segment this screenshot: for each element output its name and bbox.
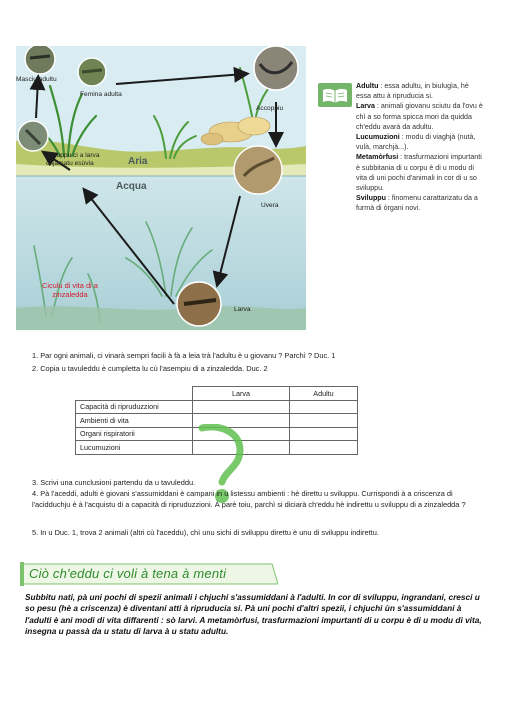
open-book-icon	[318, 83, 352, 107]
question-4: 4. Pà l'aceddi, adulti è giovani s'assumiddani è campani in u listessu ambienti : hè direttu u sviluppu. Currispondi à a criscenza di l'acidduchju è à l'acquistu di a capacità di ripruduzzioni. À parè toiu, parchì si diciarà ch'eddu hè indirettu u sviluppu di a zinzaledda ?	[32, 489, 466, 509]
glossary-entry: Larva : animali giovanu sciutu da l'ovu è chì a so forma spicca mori da quidda ch'eddu avarà da adultu.	[356, 102, 483, 131]
remember-title: Ciò ch'eddu ci voli à tena à menti	[29, 566, 227, 581]
question-3: 3. Scrivi una cunclusioni partendu da u tavuleddu.	[32, 478, 196, 487]
table-row-label: Capacità di ripruduzzioni	[76, 400, 193, 414]
rock	[201, 133, 223, 145]
male-photo	[25, 46, 55, 74]
table-cell	[290, 427, 358, 441]
table-cell	[193, 400, 290, 414]
label-life-cycle: Ciculu di vita di a zinzaledda	[42, 281, 98, 300]
label-larva: Larva	[234, 306, 251, 313]
table-row-label: Organi rispiratorii	[76, 427, 193, 441]
summary-text: Subbitu nati, pà uni pochi di spezii animali i chjuchi s'assumiddani à l'adulti. In cor di sviluppu, ingrandani, cresci u so pesu (hè a criscenza) è diventani atti à ripruducia si. Pà uni pochi d'altri spezii, i chjuchi ùn s'assumiddani à l'adulti è ani modi di vita diffarenti : sò larvi. A metamòrfusi, trasfurmazioni impurtanti di u corpu è di u modu di vita, insegna u passà da u statu di larva à u statu adultu.	[25, 592, 482, 637]
table-cell	[290, 441, 358, 455]
table-row-label: Ambienti di vita	[76, 414, 193, 428]
label-male-adult: Masciu adultu	[16, 76, 57, 83]
table-header-row	[76, 387, 358, 401]
table-header-cell: Adultu	[290, 387, 358, 401]
glossary-entry: Metamòrfusi : trasfurmazioni impurtanti è subbitania di u corpu è di u modu di vita di uni pochi d'animali in cor di u so sviluppu.	[356, 153, 482, 193]
question-5: 5. In u Duc. 1, trova 2 animali (altri cù l'aceddu), chì unu sichi di sviluppu direttu è unu di sviluppu indirettu.	[32, 528, 379, 537]
table-row-label: Lucumuzioni	[76, 441, 193, 455]
label-female-adult: Femina adulta	[80, 91, 122, 98]
eggs-photo	[234, 146, 282, 194]
glossary-entry: Sviluppu : finomenu carattarizatu da a furmà di òrgani novi.	[356, 194, 478, 213]
rock	[238, 117, 270, 135]
question-2: 2. Copia u tavuleddu è cumpletta lu cù l'asempiu di a zinzaledda. Duc. 2	[32, 364, 268, 373]
mating-photo	[254, 46, 298, 90]
table-cell	[290, 414, 358, 428]
label-mating: Accoppiu	[256, 105, 284, 112]
label-water: Acqua	[116, 181, 147, 192]
glossary	[356, 81, 484, 214]
life-cycle-diagram	[16, 46, 306, 330]
table-cell	[290, 400, 358, 414]
label-air: Aria	[128, 156, 148, 167]
glossary-entry: Lucumuzioni : modu di viaghjà (nutà, vulà, marchjà...).	[356, 133, 476, 152]
label-eggs: Uvera	[261, 202, 279, 209]
question-1: 1. Par ogni animali, ci vinarà sempri facili à fà a leia trà l'adultu è u giovanu ? Parchì ? Duc. 1	[32, 351, 336, 360]
glossary-entry: Adultu : essa adultu, in biulugìa, hè essa attu à ripruducia si.	[356, 82, 469, 101]
table-row	[76, 400, 358, 414]
label-development: Sviluppu ci a larva chjamatu esùvia	[46, 152, 100, 167]
table-header-cell: Larva	[193, 387, 290, 401]
table-header-cell	[76, 387, 193, 401]
